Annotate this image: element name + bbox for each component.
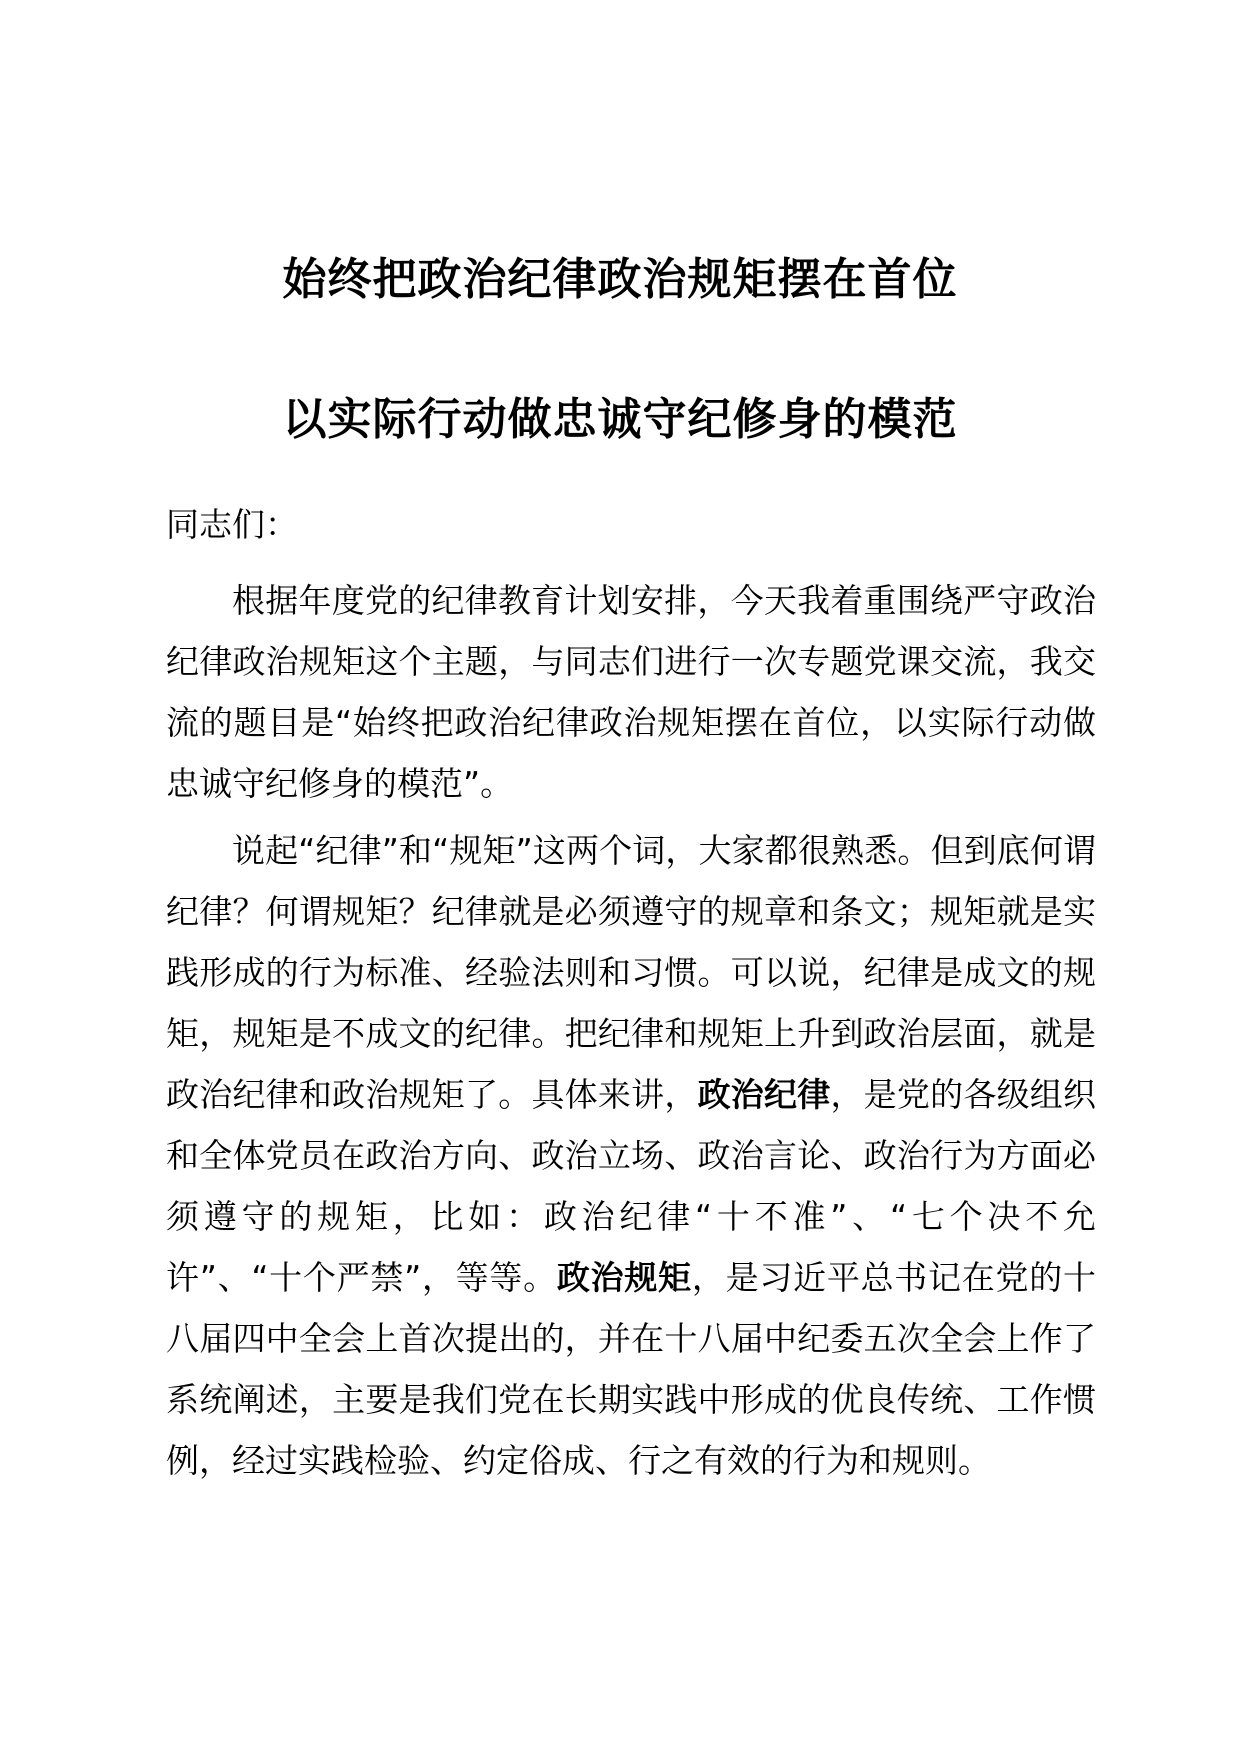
document-title-line-1: 始终把政治纪律政治规矩摆在首位: [282, 254, 958, 305]
term-political-rules: 政治规矩: [556, 1258, 692, 1297]
paragraph-2-part-3: ，是习近平总书记在党的十八届四中全会上首次提出的，并在十八届中纪委五次全会上作了系统阐述，主要是我们党在长期实践中形成的优良传统、工作惯例，经过实践检验、约定俗成、行之有效的行为和规则。: [166, 1258, 1097, 1480]
paragraph-1: 根据年度党的纪律教育计划安排，今天我着重围绕严守政治纪律政治规矩这个主题，与同志们进行一次专题党课交流，我交流的题目是“始终把政治纪律政治规矩摆在首位，以实际行动做忠诚守纪修身的模范”。: [166, 581, 1096, 803]
salutation: 同志们：: [166, 505, 298, 544]
term-political-discipline: 政治纪律: [697, 1075, 831, 1114]
document-title-line-2: 以实际行动做忠诚守纪修身的模范: [282, 394, 958, 445]
paragraph-2-part-1: 说起“纪律”和“规矩”这两个词，大家都很熟悉。但到底何谓纪律？何谓规矩？纪律就是必须遵守的规章和条文；规矩就是实践形成的行为标准、经验法则和习惯。可以说，纪律是成文的规矩，规矩是不成文的纪律。把纪律和规矩上升到政治层面，就是政治纪律和政治规矩了。具体来讲，: [166, 831, 1096, 1114]
paragraph-2: [166, 820, 1096, 1491]
paragraph-2-part-2: ，是党的各级组织和全体党员在政治方向、政治立场、政治言论、政治行为方面必须遵守的规矩，比如：政治纪律“十不准”、“七个决不允许”、“十个严禁”，等等。: [166, 1075, 1097, 1297]
